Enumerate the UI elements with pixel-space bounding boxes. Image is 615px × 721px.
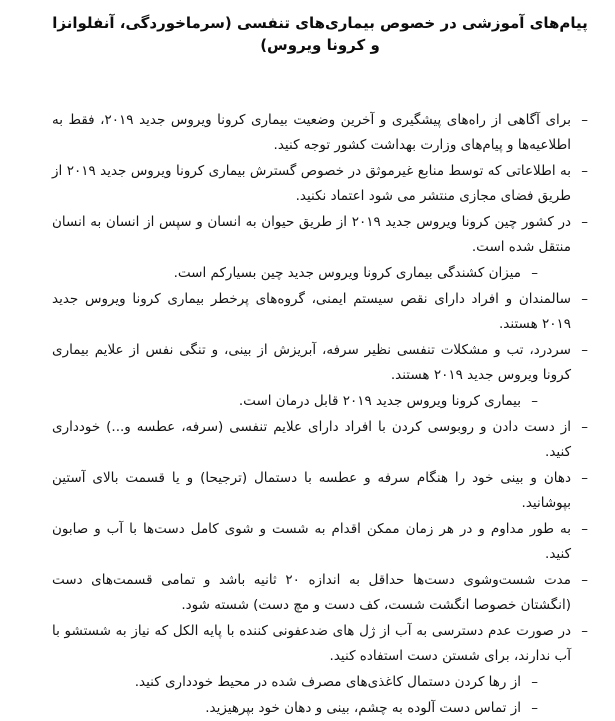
list-item [52, 108, 588, 158]
dash-marker: – [581, 291, 588, 307]
list-item-nested [52, 696, 538, 721]
list-item [52, 338, 588, 388]
list-item-text: به طور مداوم و در هر زمان ممکن اقدام به شست و شوی کامل دست‌ها با آب و صابون کنید. [52, 521, 571, 562]
list-item-text: سردرد، تب و مشکلات تنفسی نظیر سرفه، آبریزش از بینی، و تنگی نفس از علایم بیماری کرونا ویروس جدید ۲۰۱۹ هستند. [52, 342, 571, 383]
dash-marker: – [581, 214, 588, 230]
dash-marker: – [581, 470, 588, 486]
dash-marker: – [531, 393, 538, 409]
list-item-text: دهان و بینی خود را هنگام سرفه و عطسه با دستمال (ترجیحا) و یا قسمت بالای آستین بپوشانید. [52, 470, 571, 511]
list-item-text: از رها کردن دستمال کاغذی‌های مصرف شده در محیط خودداری کنید. [134, 674, 521, 690]
dash-marker: – [581, 342, 588, 358]
list-item-text: به اطلاعاتی که توسط منابع غیرموثق در خصوص گسترش بیماری کرونا ویروس جدید ۲۰۱۹ از طریق فضای مجازی منتشر می شود اعتماد نکنید. [52, 163, 571, 204]
list-item [52, 568, 588, 618]
list-item [52, 466, 588, 516]
page-title: پیام‌های آموزشی در خصوص بیماری‌های تنفسی (سرماخوردگی، آنفلوانزا و کرونا ویروس) [52, 14, 588, 54]
list-item-text: سالمندان و افراد دارای نقص سیستم ایمنی، گروه‌های پرخطر بیماری کرونا ویروس جدید ۲۰۱۹ هستند. [52, 291, 571, 332]
dash-marker: – [581, 521, 588, 537]
list-item [52, 619, 588, 669]
dash-marker: – [581, 112, 588, 128]
list-item [52, 415, 588, 465]
dash-marker: – [581, 419, 588, 435]
list-item-text: از تماس دست آلوده به چشم، بینی و دهان خود بپرهیزید. [205, 700, 521, 716]
list-item-text: برای آگاهی از راه‌های پیشگیری و آخرین وضعیت بیماری کرونا ویروس جدید ۲۰۱۹، فقط به اطلاعیه‌ها و پیام‌های وزارت بهداشت کشور توجه کنید. [52, 112, 571, 153]
list-item [52, 287, 588, 337]
list-item-text: از دست دادن و روبوسی کردن با افراد دارای علایم تنفسی (سرفه، عطسه و...) خودداری کنید. [52, 419, 571, 460]
bullet-list [52, 108, 588, 721]
list-item-nested [52, 261, 538, 286]
dash-marker: – [581, 623, 588, 639]
dash-marker: – [581, 163, 588, 179]
list-item [52, 517, 588, 567]
list-item-text: میزان کشندگی بیماری کرونا ویروس جدید چین بسیارکم است. [173, 265, 521, 281]
list-item-text: بیماری کرونا ویروس جدید ۲۰۱۹ قابل درمان است. [238, 393, 521, 409]
dash-marker: – [531, 674, 538, 690]
list-item-nested [52, 389, 538, 414]
dash-marker: – [531, 700, 538, 716]
list-item-nested [52, 670, 538, 695]
list-item-text: در صورت عدم دسترسی به آب از ژل های ضدعفونی کننده با پایه الکل که نیاز به شستشو با آب ندارند، برای شستن دست استفاده کنید. [52, 623, 571, 664]
list-item-text: مدت شست‌وشوی دست‌ها حداقل به اندازه ۲۰ ثانیه باشد و تمامی قسمت‌های دست (انگشتان خصوصا انگشت شست، کف دست و مچ دست) شسته شود. [52, 572, 571, 613]
list-item [52, 210, 588, 260]
dash-marker: – [581, 572, 588, 588]
list-item-text: در کشور چین کرونا ویروس جدید ۲۰۱۹ از طریق حیوان به انسان و سپس از انسان به انسان منتقل شده است. [52, 214, 571, 255]
list-item [52, 159, 588, 209]
dash-marker: – [531, 265, 538, 281]
